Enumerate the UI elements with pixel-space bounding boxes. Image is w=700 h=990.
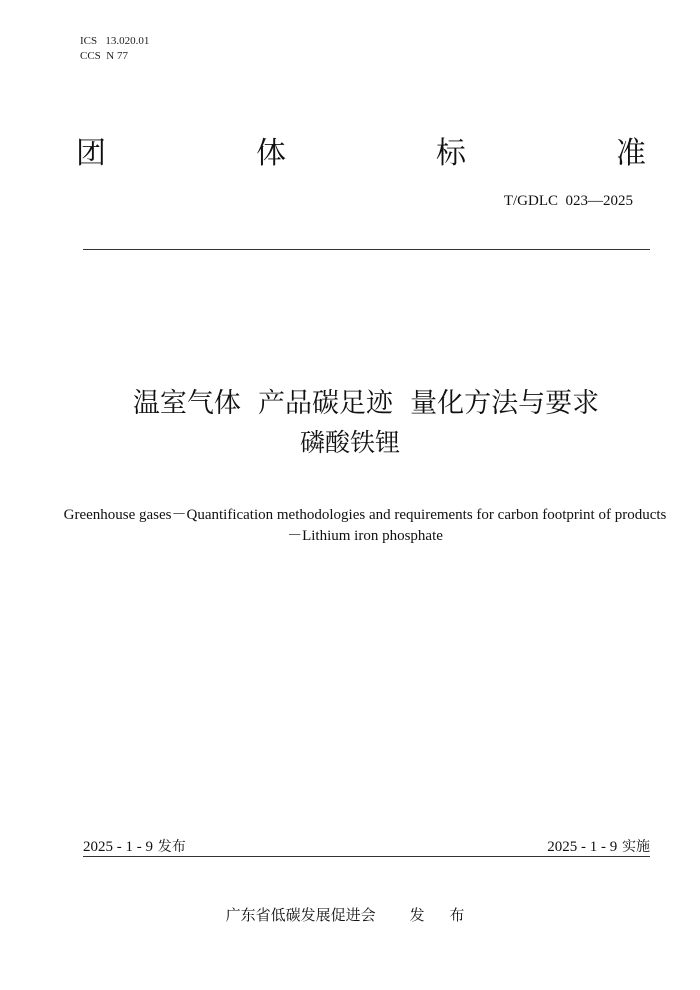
issuer-line [0,904,700,925]
implementation-date-value: 2025 - 1 - 9 [547,839,618,855]
standard-number: T/GDLC 023—2025 [503,193,633,209]
issuer-name: 广东省低碳发展促进会 [225,906,376,924]
release-label: 发布 [157,839,186,855]
ics-code: ICS 13.020.01 [80,35,150,47]
standard-type-char: 标 [436,136,466,171]
top-divider [83,249,650,250]
english-title: Greenhouse gases－Quantification methodologies and requirements for carbon footprint of products－Lithium iron phosphate [63,507,667,544]
chinese-title-line-2: 磷酸铁锂 [299,428,400,457]
ccs-code: CCS N 77 [80,50,128,62]
standard-type-heading [76,132,646,176]
chinese-title-line-1: 温室气体 产品碳足迹 量化方法与要求 [132,388,600,419]
implementation-label: 实施 [622,839,650,855]
bottom-divider [83,856,650,857]
implementation-date [547,836,650,856]
release-date [83,836,186,856]
standard-type-char: 团 [76,136,106,171]
issuer-verb: 发 布 [409,906,475,924]
standard-type-char: 准 [616,136,646,171]
release-date-value: 2025 - 1 - 9 [83,839,153,855]
standard-type-char: 体 [256,136,286,171]
